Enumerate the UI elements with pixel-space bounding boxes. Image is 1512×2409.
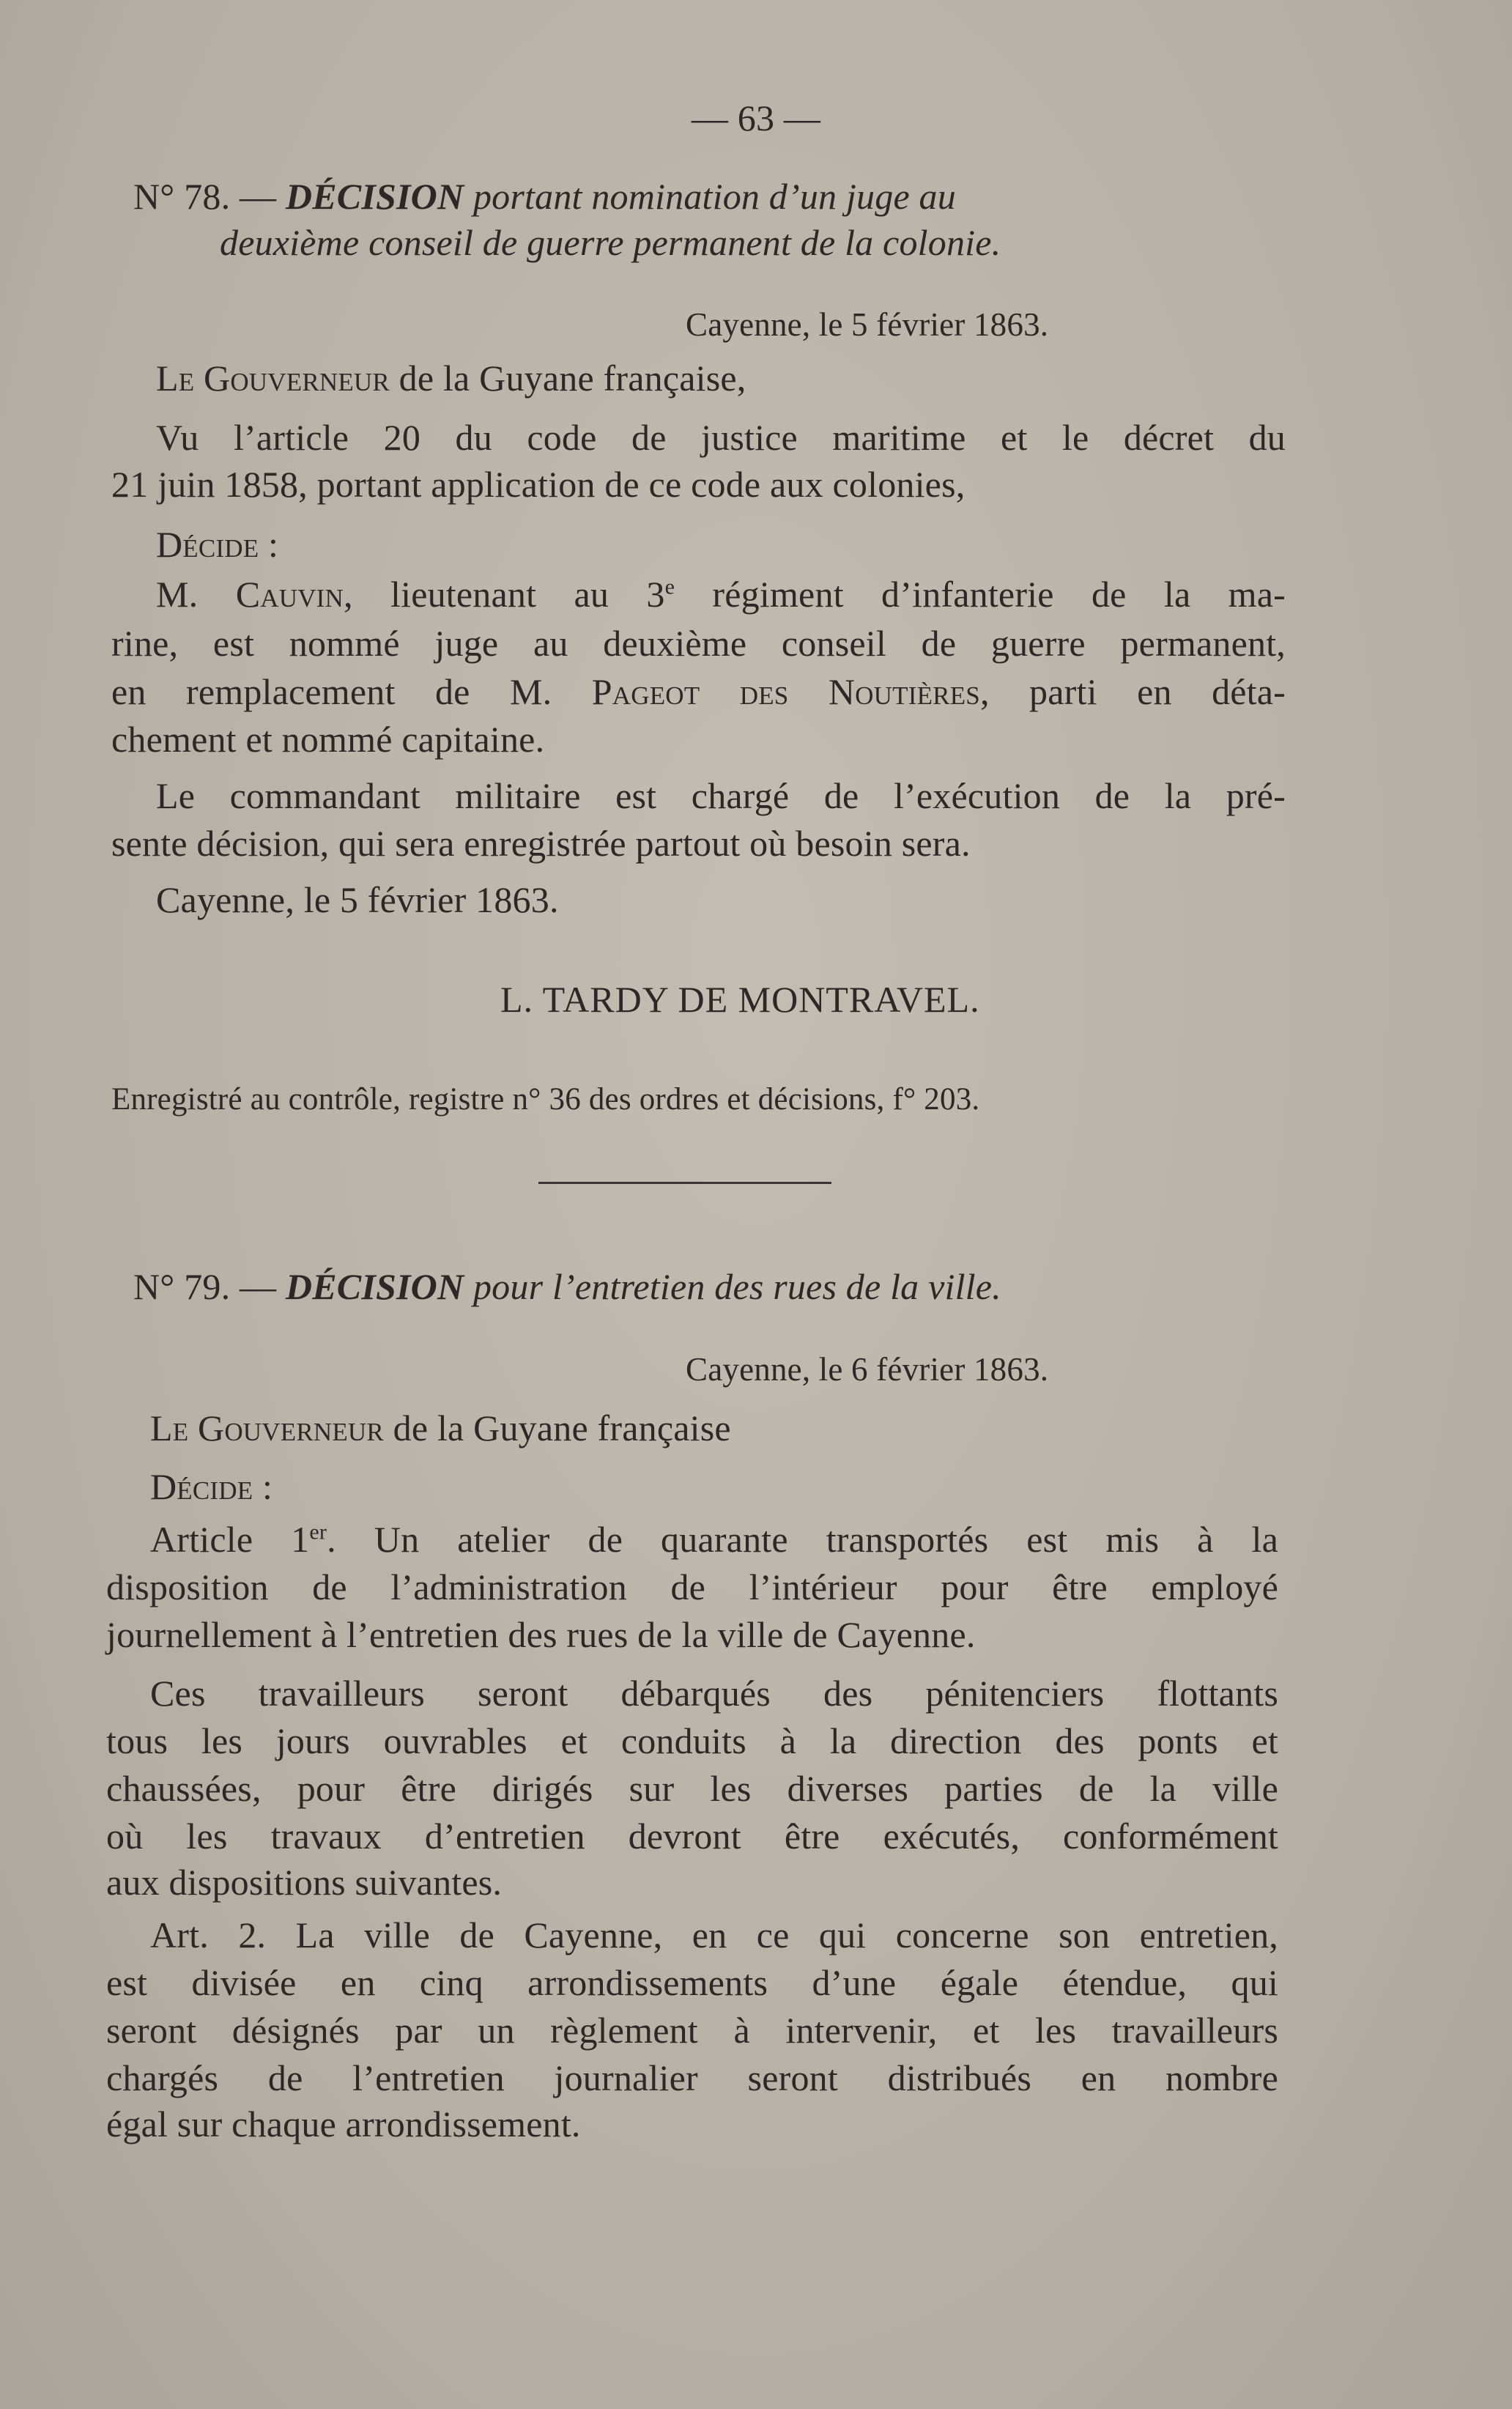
- text-run: M.: [156, 574, 199, 615]
- decision-78-keyword: DÉCISION: [285, 176, 464, 217]
- decision-78-body-line3: [111, 669, 1286, 714]
- decision-79-art2-line1: Art. 2. La ville de Cayenne, en ce qui concerne son entretien,: [150, 1914, 1278, 1955]
- decision-79-p2-line3: chaussées, pour être dirigés sur les diverses parties de la ville: [106, 1768, 1278, 1809]
- governor-label: Le Gouverneur: [150, 1407, 384, 1448]
- decision-78-place-date: Cayenne, le 5 février 1863.: [686, 306, 1049, 343]
- decision-79-p2-line4: où les travaux d’entretien devront être exécutés, conformément: [106, 1816, 1278, 1857]
- text-run: en remplacement de M.: [111, 671, 552, 712]
- decision-79-place-date: Cayenne, le 6 février 1863.: [686, 1351, 1049, 1388]
- decision-79-art2-line2: est divisée en cinq arrondissements d’une égale étendue, qui: [106, 1962, 1278, 2003]
- decision-79-p2-line5: aux dispositions suivantes.: [106, 1862, 503, 1903]
- decision-79-p2-line1: Ces travailleurs seront débarqués des pénitenciers flottants: [150, 1673, 1278, 1714]
- text-run: . Un atelier de quarante transportés est mis à la: [327, 1519, 1278, 1560]
- decision-78-vu-line2: 21 juin 1858, portant application de ce code aux colonies,: [111, 464, 966, 505]
- text-run: régiment d’infanterie de la ma-: [675, 574, 1286, 615]
- decision-79-p2-line2: tous les jours ouvrables et conduits à la direction des ponts et: [106, 1720, 1278, 1761]
- decision-79-art2-line4: chargés de l’entretien journalier seront distribués en nombre: [106, 2057, 1278, 2098]
- decision-79-decide: Décide :: [150, 1466, 273, 1507]
- text-run: , parti en déta-: [979, 671, 1286, 712]
- page-number: — 63 —: [691, 97, 821, 138]
- decision-78-signature: L. TARDY DE MONTRAVEL.: [500, 979, 980, 1020]
- decision-78-body-line1: [156, 571, 1286, 617]
- decision-78-decide: Décide :: [156, 524, 279, 565]
- decision-78-number: N° 78. —: [133, 176, 277, 217]
- decision-78-body-p2-line2: sente décision, qui sera enregistrée partout où besoin sera.: [111, 823, 971, 864]
- governor-text: de la Guyane française: [393, 1407, 731, 1448]
- text-run: , lieutenant au 3: [344, 574, 665, 615]
- decision-78-title: portant nomination d’un juge au: [472, 176, 956, 217]
- decision-79-heading: [133, 1264, 1001, 1309]
- decision-78-heading: [133, 174, 956, 219]
- governor-label: Le Gouverneur: [156, 358, 390, 399]
- decision-78-closing-date: Cayenne, le 5 février 1863.: [156, 879, 559, 920]
- section-divider: [538, 1182, 831, 1184]
- decision-78-vu-line1: Vu l’article 20 du code de justice maritime et le décret du: [156, 417, 1286, 458]
- decision-79-art2-line3: seront désignés par un règlement à intervenir, et les travailleurs: [106, 2010, 1278, 2051]
- decision-79-art1-line1: [150, 1517, 1278, 1562]
- decision-78-governor: [156, 355, 746, 401]
- text-run: Article 1: [150, 1519, 310, 1560]
- decision-78-registration: Enregistré au contrôle, registre n° 36 des ordres et décisions, f° 203.: [111, 1082, 980, 1117]
- governor-text: de la Guyane française,: [399, 358, 746, 399]
- decision-79-art1-line2: disposition de l’administration de l’intérieur pour être employé: [106, 1566, 1278, 1607]
- person-name: Cauvin: [235, 574, 344, 615]
- decision-79-keyword: DÉCISION: [285, 1266, 464, 1307]
- decision-79-governor: [150, 1405, 731, 1451]
- superscript: er: [309, 1520, 327, 1544]
- decision-78-body-line2: rine, est nommé juge au deuxième conseil de guerre permanent,: [111, 623, 1286, 664]
- person-name: Pageot des Noutières: [591, 671, 980, 712]
- decision-78-body-p2-line1: Le commandant militaire est chargé de l’exécution de la pré-: [156, 775, 1286, 816]
- decision-79-art1-line3: journellement à l’entretien des rues de la ville de Cayenne.: [106, 1614, 976, 1655]
- decision-78-title-line2: deuxième conseil de guerre permanent de la colonie.: [220, 222, 1001, 263]
- decision-79-title: pour l’entretien des rues de la ville.: [472, 1266, 1001, 1307]
- decision-79-number: N° 79. —: [133, 1266, 277, 1307]
- decision-78-body-line4: chement et nommé capitaine.: [111, 719, 545, 760]
- superscript: e: [664, 574, 675, 599]
- decision-79-art2-line5: égal sur chaque arrondissement.: [106, 2103, 581, 2145]
